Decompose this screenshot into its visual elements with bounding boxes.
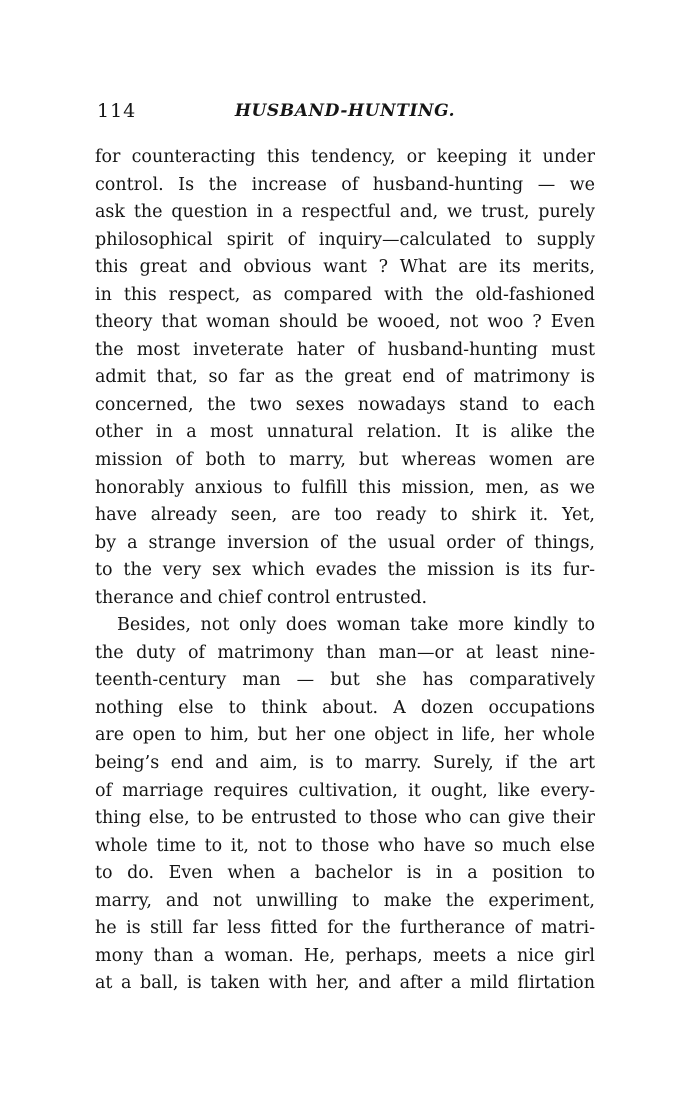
text-line: marry, and not unwilling to make the experiment, xyxy=(95,890,595,911)
body-text xyxy=(95,144,595,998)
text-line: are open to him, but her one object in life, her whole xyxy=(95,725,595,746)
text-line: other in a most unnatural relation. It is alike the xyxy=(95,422,595,443)
text-line: therance and chief control entrusted. xyxy=(95,587,428,608)
text-line: Besides, not only does woman take more kindly to xyxy=(117,615,595,636)
text-line: have already seen, are too ready to shirk it. Yet, xyxy=(95,505,595,526)
text-line: to do. Even when a bachelor is in a position to xyxy=(95,863,595,884)
text-line: he is still far less fitted for the furtherance of matri- xyxy=(95,918,595,939)
text-line: nothing else to think about. A dozen occupations xyxy=(95,697,595,718)
text-line: the duty of matrimony than man—or at least nine- xyxy=(95,642,595,663)
text-line: mission of both to marry, but whereas women are xyxy=(95,450,595,471)
text-line: philosophical spirit of inquiry—calculated to supply xyxy=(95,229,595,250)
running-header: HUSBAND-HUNTING. xyxy=(234,101,456,121)
text-line: for counteracting this tendency, or keeping it under xyxy=(95,147,595,167)
text-line: mony than a woman. He, perhaps, meets a nice girl xyxy=(95,945,595,966)
text-line: whole time to it, not to those who have so much else xyxy=(95,835,595,856)
text-line: being’s end and aim, is to marry. Surely, if the art xyxy=(95,753,595,774)
text-line: honorably anxious to fulfill this mission, men, as we xyxy=(95,477,595,498)
text-line: concerned, the two sexes nowadays stand to each xyxy=(95,394,595,415)
text-line: admit that, so far as the great end of matrimony is xyxy=(95,367,595,388)
page-number: 114 xyxy=(97,100,137,122)
text-line: theory that woman should be wooed, not woo ? Even xyxy=(95,312,595,333)
text-line: thing else, to be entrusted to those who can give their xyxy=(95,808,595,829)
text-line: this great and obvious want ? What are its merits, xyxy=(95,257,595,278)
text-line: in this respect, as compared with the old-fashioned xyxy=(95,284,595,305)
paragraph-1 xyxy=(95,144,595,612)
text-line: ask the question in a respectful and, we trust, purely xyxy=(95,202,595,223)
text-line: the most inveterate hater of husband-hunting must xyxy=(95,339,595,360)
paragraph-2 xyxy=(95,612,595,998)
text-line: at a ball, is taken with her, and after a mild flirtation xyxy=(95,973,595,994)
text-line: by a strange inversion of the usual order of things, xyxy=(95,532,595,553)
text-line: to the very sex which evades the mission is its fur- xyxy=(95,560,595,581)
text-line: of marriage requires cultivation, it ought, like every- xyxy=(95,780,595,801)
text-line: control. Is the increase of husband-hunting — we xyxy=(95,174,595,195)
text-line: teenth-century man — but she has comparatively xyxy=(95,670,595,691)
